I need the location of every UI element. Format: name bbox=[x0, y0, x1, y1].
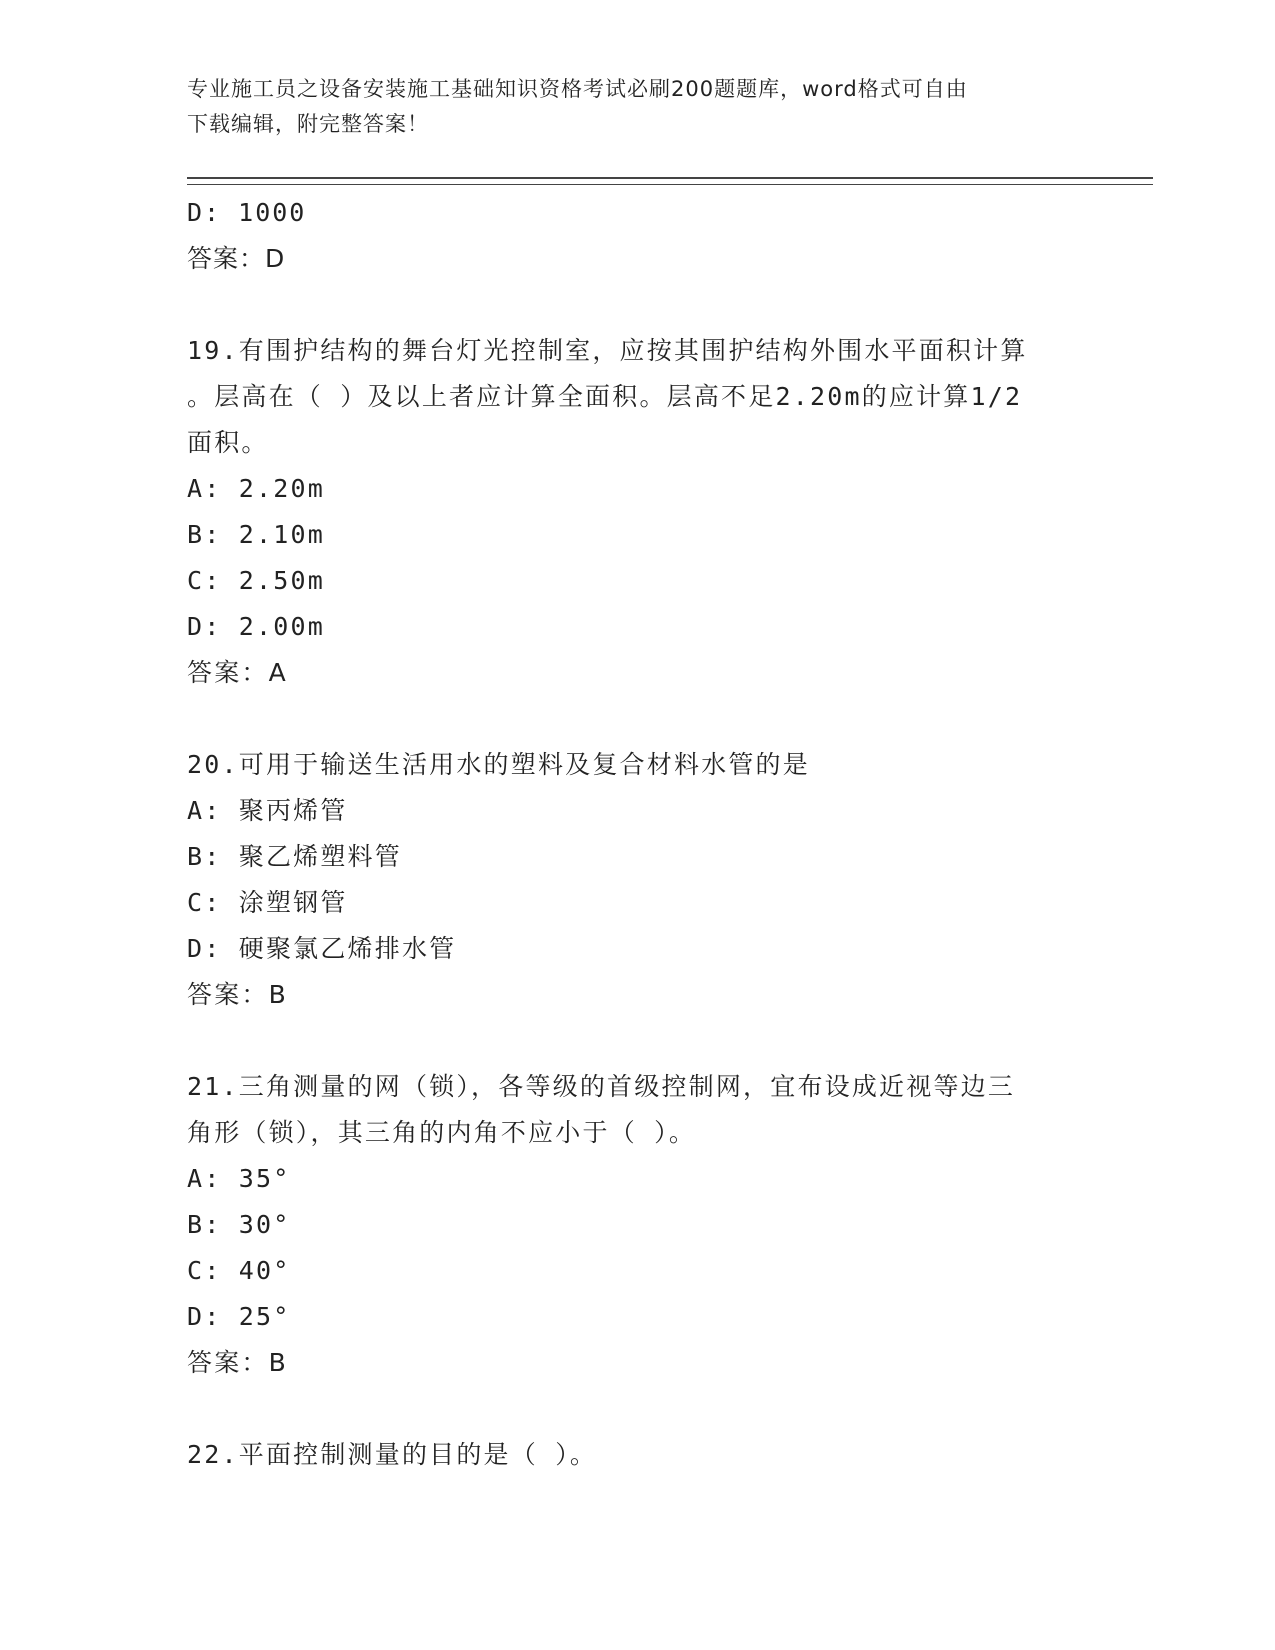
question-stem-line: 角形（锁），其三角的内角不应小于（ ）。 bbox=[187, 1118, 697, 1147]
question-22 bbox=[187, 1432, 1087, 1478]
question-stem-line: 21.三角测量的网（锁），各等级的首级控制网，宜布设成近视等边三 bbox=[187, 1072, 1016, 1101]
question-stem-line: 22.平面控制测量的目的是（ ）。 bbox=[187, 1440, 598, 1469]
question-stem-line: 20.可用于输送生活用水的塑料及复合材料水管的是 bbox=[187, 750, 810, 779]
answer-line: 答案：B bbox=[187, 980, 288, 1009]
question-21 bbox=[187, 1064, 1087, 1386]
spacer bbox=[187, 696, 1087, 742]
question-stem-line: 面积。 bbox=[187, 428, 269, 457]
option-c: C: 40° bbox=[187, 1256, 291, 1285]
option-b: B: 聚乙烯塑料管 bbox=[187, 842, 402, 871]
spacer bbox=[187, 1386, 1087, 1432]
header-divider bbox=[187, 177, 1153, 185]
option-d: D: 1000 bbox=[187, 198, 307, 227]
option-b: B: 2.10m bbox=[187, 520, 326, 549]
answer-line: 答案：D bbox=[187, 244, 286, 273]
option-a: A: 2.20m bbox=[187, 474, 326, 503]
header-title-line-2: 下载编辑，附完整答案！ bbox=[187, 112, 429, 136]
spacer bbox=[187, 1018, 1087, 1064]
option-b: B: 30° bbox=[187, 1210, 291, 1239]
option-c: C: 涂塑钢管 bbox=[187, 888, 348, 917]
header-title-line-1: 专业施工员之设备安装施工基础知识资格考试必刷200题题库，word格式可自由 bbox=[187, 77, 968, 101]
spacer bbox=[187, 282, 1087, 328]
document-header bbox=[187, 72, 1067, 142]
question-20 bbox=[187, 742, 1087, 1018]
option-d: D: 硬聚氯乙烯排水管 bbox=[187, 934, 457, 963]
question-content bbox=[187, 190, 1087, 1478]
option-a: A: 聚丙烯管 bbox=[187, 796, 348, 825]
question-stem-line: 19.有围护结构的舞台灯光控制室，应按其围护结构外围水平面积计算 bbox=[187, 336, 1028, 365]
answer-line: 答案：B bbox=[187, 1348, 288, 1377]
question-19 bbox=[187, 328, 1087, 696]
option-a: A: 35° bbox=[187, 1164, 291, 1193]
question-stem-line: 。层高在（ ）及以上者应计算全面积。层高不足2.20m的应计算1/2 bbox=[187, 382, 1023, 411]
answer-line: 答案：A bbox=[187, 658, 288, 687]
option-d: D: 25° bbox=[187, 1302, 291, 1331]
option-c: C: 2.50m bbox=[187, 566, 326, 595]
previous-question-tail bbox=[187, 190, 1087, 282]
option-d: D: 2.00m bbox=[187, 612, 326, 641]
